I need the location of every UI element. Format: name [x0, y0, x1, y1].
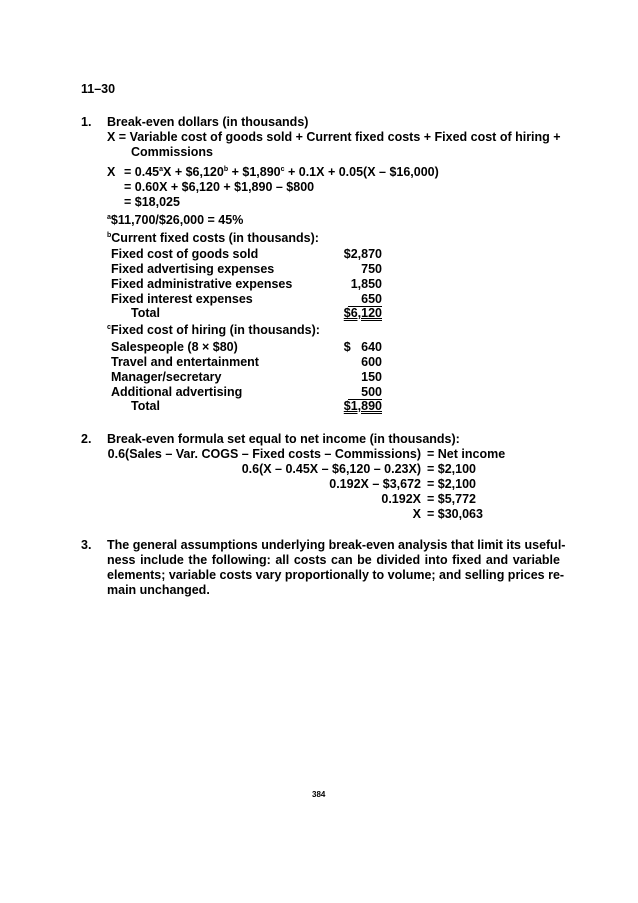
problem-heading: 11–30: [81, 82, 116, 96]
q2-row-right: = $2,100: [427, 462, 477, 476]
note-c-total-value: $1,890: [343, 399, 382, 413]
q1-eq-line2: = 0.60X + $6,120 + $1,890 – $800: [124, 180, 315, 194]
note-c-row-value: 150: [361, 370, 382, 384]
note-c-row-value: 500: [300, 385, 382, 400]
page-number: 384: [312, 790, 326, 799]
q1-number: 1.: [81, 115, 92, 129]
q2-number: 2.: [81, 432, 92, 446]
q2-row-right: = $5,772: [427, 492, 477, 506]
note-b-row-label: Fixed advertising expenses: [111, 262, 275, 276]
note-b-row-label: Fixed administrative expenses: [111, 277, 293, 291]
q1-eq-line3: = $18,025: [124, 195, 180, 209]
q3-number: 3.: [81, 538, 92, 552]
q2-row-left: X: [412, 507, 421, 521]
q2-row-left: 0.6(Sales – Var. COGS – Fixed costs – Commissions): [107, 447, 421, 461]
note-b-row-label: Fixed cost of goods sold: [111, 247, 259, 261]
q3-line: The general assumptions underlying break-even analysis that limit its useful-: [107, 538, 566, 552]
q3-line: main unchanged.: [107, 583, 210, 597]
note-b-row-value: 750: [361, 262, 382, 276]
q1-formula-line1: X = Variable cost of goods sold + Current fixed costs + Fixed cost of hiring +: [107, 130, 561, 144]
q2-row-right: = Net income: [427, 447, 506, 461]
note-c-row-value: 600: [361, 355, 382, 369]
q2-title: Break-even formula set equal to net income (in thousands):: [107, 432, 460, 446]
q1-eq-x: X: [107, 165, 116, 179]
note-b-total-label: Total: [131, 306, 160, 320]
note-c-row-label: Travel and entertainment: [111, 355, 259, 369]
note-b-row-value: $2,870: [343, 247, 382, 261]
q2-row-left: 0.192X – $3,672: [329, 477, 421, 491]
note-b-row-value: 1,850: [350, 277, 382, 291]
note-c-title: $^c$Fixed cost of hiring (in thousands):: [107, 323, 320, 337]
q2-row-left: 0.192X: [381, 492, 421, 506]
note-c-row-value: $ 640: [343, 340, 382, 354]
note-c-total-label: Total: [131, 399, 160, 413]
q2-row-right: = $2,100: [427, 477, 477, 491]
note-b-title: $^b$Current fixed costs (in thousands):: [107, 231, 319, 245]
note-b-total-value: $6,120: [343, 306, 382, 320]
q2-row-left: 0.6(X – 0.45X – $6,120 – 0.23X): [241, 462, 421, 476]
note-b-row-label: Fixed interest expenses: [111, 292, 253, 306]
note-c-row-label: Manager/secretary: [111, 370, 222, 384]
note-b-row-value: 650: [300, 292, 382, 307]
q3-line: elements; variable costs vary proportionally to volume; and selling prices re-: [107, 568, 565, 582]
note-c-row-label: Salespeople (8 × $80): [111, 340, 238, 354]
q2-row-right: = $30,063: [427, 507, 483, 521]
note-c-row-label: Additional advertising: [111, 385, 243, 399]
q1-formula-line2: Commissions: [131, 145, 213, 159]
note-a: $^a$\$11,700/$26,000 = 45%: [107, 213, 244, 227]
q1-eq-line1: = 0.45$^a$X + $6,120$^b$ + $1,890$^c$ + 0.1X + 0.05(X – $16,000): [124, 165, 439, 179]
q3-line: ness include the following: all costs can be divided into fixed and variable: [107, 553, 560, 567]
q1-title: Break-even dollars (in thousands): [107, 115, 309, 129]
